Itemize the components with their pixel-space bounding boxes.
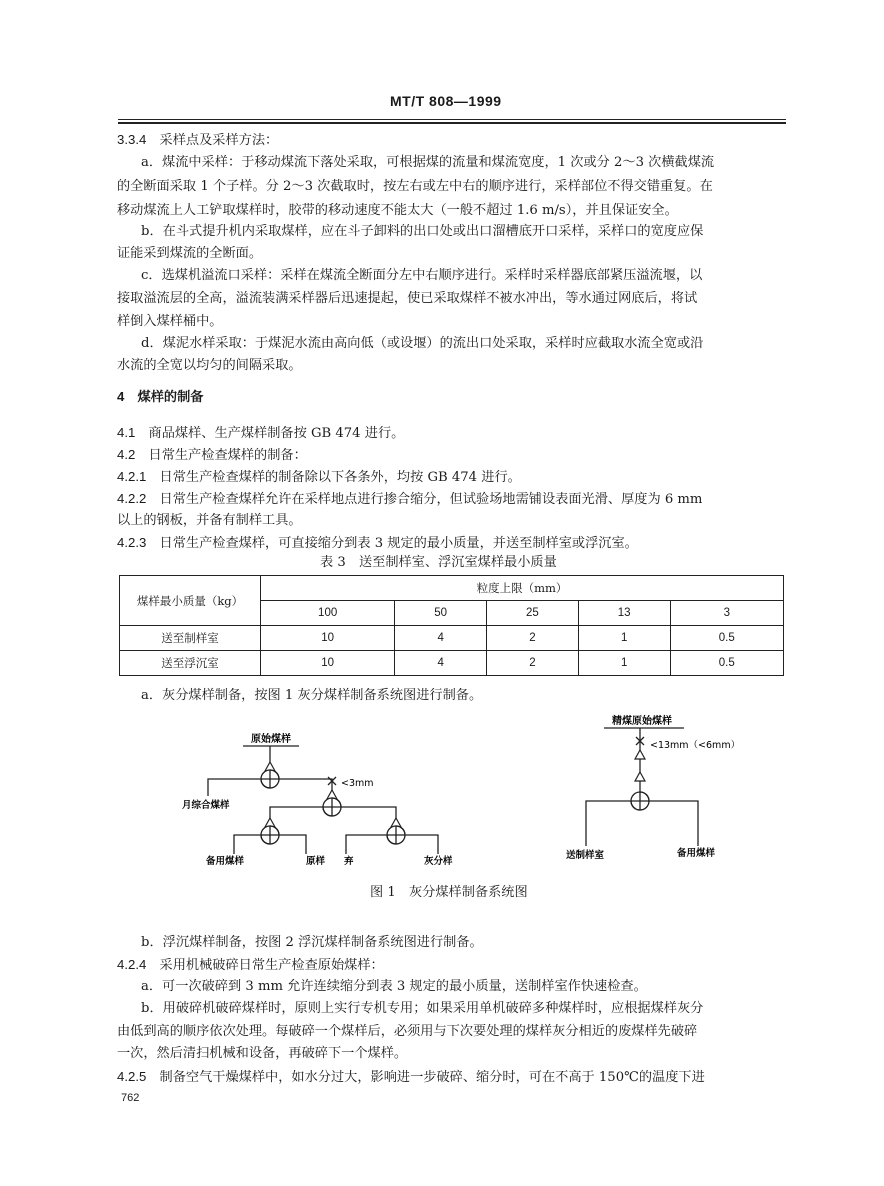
paragraph-line: a．可一次破碎到 3 mm 允许连续缩分到表 3 规定的最小质量，送制样室作快速检查。 xyxy=(141,979,647,994)
section-title: 煤样的制备 xyxy=(137,390,204,405)
label-spare-sample: 备用煤样 xyxy=(206,856,245,867)
table-column-header: 25 xyxy=(487,601,579,626)
table-cell: 0.5 xyxy=(670,626,783,651)
section-number: 4.2.2 xyxy=(117,491,147,506)
section-text: 日常生产检查煤样的制备： xyxy=(148,448,307,463)
section-number: 4.2.1 xyxy=(117,469,147,484)
paragraph-line: 接取溢流层的全高，溢流装满采样器后迅速提起，使已采取煤样不被水冲出，等水通过网底后，将试 xyxy=(117,291,698,306)
mixer-icon xyxy=(387,826,405,844)
paragraph-line: 样倒入煤样桶中。 xyxy=(117,314,223,329)
paragraph-line: 由低到高的顺序依次处理。每破碎一个煤样后，必须用与下次要处理的煤样灰分相近的废煤样先破碎 xyxy=(117,1024,698,1039)
table-group-header: 粒度上限（mm） xyxy=(261,576,784,601)
paragraph-line: 的全断面采取 1 个子样。分 2～3 次截取时，按左右或左中右的顺序进行，采样部位不得交错重复。在 xyxy=(117,179,713,194)
section-text: 制备空气干燥煤样中，如水分过大，影响进一步破碎、缩分时，可在不高于 150℃的温度下进 xyxy=(159,1070,705,1085)
paragraph-line: a．煤流中采样：于移动煤流下落处采取，可根据煤的流量和煤流宽度，1 次或分 2～3 次横截煤流 xyxy=(141,155,715,170)
table-cell: 1 xyxy=(578,651,670,676)
paragraph-line: 一次，然后清扫机械和设备，再破碎下一个煤样。 xyxy=(117,1046,408,1061)
flow-line xyxy=(405,835,438,854)
table-row xyxy=(120,651,784,676)
table-column-header: 50 xyxy=(395,601,487,626)
section-4-heading xyxy=(117,384,203,410)
label-monthly-sample: 月综合煤样 xyxy=(182,800,230,811)
section-number: 4.2 xyxy=(117,447,136,462)
right-flow xyxy=(566,714,740,861)
paragraph-line: 移动煤流上人工铲取煤样时，胶带的移动速度不能太大（一般不超过 1.6 m/s），并且保证安全。 xyxy=(117,203,678,218)
table-cell: 0.5 xyxy=(670,651,783,676)
label-clean-coal-raw: 精煤原始煤样 xyxy=(612,716,672,727)
label-crush-13mm: <13mm（<6mm） xyxy=(650,740,741,751)
section-title: 采样点及采样方法： xyxy=(159,133,279,148)
section-number: 3.3.4 xyxy=(117,132,147,147)
header-rule xyxy=(118,119,786,120)
flow-line xyxy=(649,801,698,846)
label-to-prep-room: 送制样室 xyxy=(566,850,605,861)
paragraph-line: 水流的全宽以均匀的间隔采取。 xyxy=(117,358,302,373)
table-row-label: 送至浮沉室 xyxy=(120,651,261,676)
table-cell: 4 xyxy=(395,651,487,676)
table-caption: 表 3 送至制样室、浮沉室煤样最小质量 xyxy=(320,555,557,570)
table-column-header: 100 xyxy=(261,601,395,626)
section-number: 4.2.5 xyxy=(117,1069,147,1084)
table-3 xyxy=(119,575,784,676)
flow-line xyxy=(341,807,396,819)
table-column-header: 13 xyxy=(578,601,670,626)
paragraph-line: b．在斗式提升机内采取煤样，应在斗子卸料的出口处或出口溜槽底开口采样，采样口的宽度应保 xyxy=(141,224,704,239)
section-number: 4.2.4 xyxy=(117,957,147,972)
paragraph-line: 以上的钢板，并备有制样工具。 xyxy=(117,513,302,528)
section-text: 日常生产检查煤样允许在采样地点进行掺合缩分，但试验场地需铺设表面光滑、厚度为 6 mm xyxy=(159,492,703,507)
mixer-icon xyxy=(261,770,279,788)
flow-line xyxy=(234,835,261,854)
section-number: 4.1 xyxy=(117,425,136,440)
flow-line xyxy=(208,779,261,796)
figure-1-diagram xyxy=(0,700,884,880)
flow-line xyxy=(279,835,306,854)
mixer-icon xyxy=(261,826,279,844)
label-discard: 弃 xyxy=(344,856,354,867)
section-number: 4.2.3 xyxy=(117,535,147,550)
label-raw-sample: 原始煤样 xyxy=(251,734,291,745)
document-number: MT/T 808—1999 xyxy=(390,93,502,109)
table-cell: 1 xyxy=(578,626,670,651)
paragraph-line: b．浮沉煤样制备，按图 2 浮沉煤样制备系统图进行制备。 xyxy=(141,935,483,950)
paragraph-line: 证能采到煤流的全断面。 xyxy=(117,246,263,261)
section-text: 日常生产检查煤样的制备除以下各条外，均按 GB 474 进行。 xyxy=(159,470,521,485)
table-cell: 2 xyxy=(487,626,579,651)
paragraph-line: d．煤泥水样采取：于煤泥水流由高向低（或设堰）的流出口处采取，采样时应截取水流全宽或沿 xyxy=(141,336,704,351)
section-4-2-5 xyxy=(117,1064,705,1090)
section-text: 日常生产检查煤样，可直接缩分到表 3 规定的最小质量，并送至制样室或浮沉室。 xyxy=(159,536,638,551)
header-rule-double xyxy=(118,122,786,124)
flow-line xyxy=(346,835,387,854)
label-spare-sample: 备用煤样 xyxy=(677,848,716,859)
mixer-icon xyxy=(323,798,341,816)
table-cell: 10 xyxy=(261,651,395,676)
table-row xyxy=(120,626,784,651)
table-column-header: 3 xyxy=(670,601,783,626)
table-row-label: 送至制样室 xyxy=(120,626,261,651)
section-text: 采用机械破碎日常生产检查原始煤样： xyxy=(159,958,384,973)
reduction-triangle-icon xyxy=(635,772,645,781)
paragraph-line: c．选煤机溢流口采样：采样在煤流全断面分左中右顺序进行。采样时采样器底部紧压溢流堰，以 xyxy=(141,268,703,283)
flow-line xyxy=(586,801,631,846)
label-crush-3mm: <3mm xyxy=(341,778,374,789)
mixer-icon xyxy=(631,792,649,810)
paragraph-line: b．用破碎机破碎煤样时，原则上实行专机专用；如果采用单机破碎多种煤样时，应根据煤样灰分 xyxy=(141,1001,704,1016)
label-original-sample: 原样 xyxy=(306,856,326,867)
figure-caption: 图 1 灰分煤样制备系统图 xyxy=(370,885,528,900)
flow-line xyxy=(279,779,332,792)
table-row-header: 煤样最小质量（kg） xyxy=(120,576,261,626)
reduction-triangle-icon xyxy=(635,750,645,759)
table-cell: 2 xyxy=(487,651,579,676)
table-cell: 10 xyxy=(261,626,395,651)
paragraph-line: a．灰分煤样制备，按图 1 灰分煤样制备系统图进行制备。 xyxy=(141,688,483,703)
flow-line xyxy=(270,807,323,819)
table-cell: 4 xyxy=(395,626,487,651)
page-number: 762 xyxy=(121,1092,140,1104)
section-text: 商品煤样、生产煤样制备按 GB 474 进行。 xyxy=(148,426,405,441)
label-ash-sample: 灰分样 xyxy=(424,856,453,867)
section-number: 4 xyxy=(117,389,125,404)
left-flow xyxy=(182,732,453,867)
